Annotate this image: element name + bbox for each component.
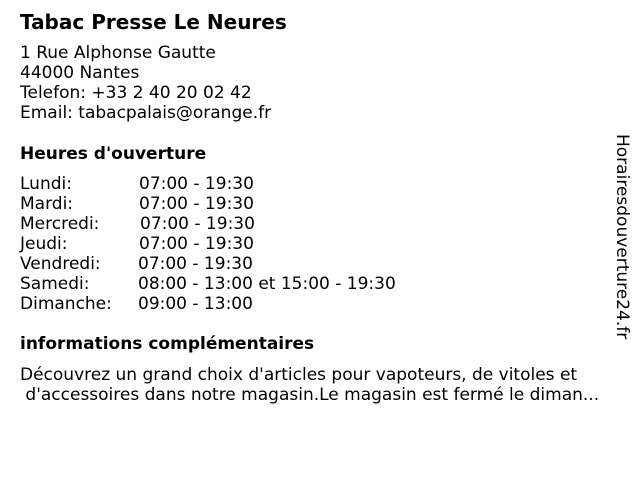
address-street: 1 Rue Alphonse Gautte [20, 43, 216, 63]
info-description [20, 365, 620, 405]
hours-row-monday [20, 174, 396, 194]
hours-heading: Heures d'ouverture [20, 144, 207, 164]
day-hours: 07:00 - 19:30 [138, 254, 253, 274]
hours-row-tuesday [20, 194, 396, 214]
hours-row-sunday [20, 294, 396, 314]
contact-block [20, 43, 271, 123]
day-hours: 07:00 - 19:30 [139, 234, 254, 254]
day-label: Jeudi: [20, 234, 68, 254]
hours-row-friday [20, 254, 396, 274]
hours-row-wednesday [20, 214, 396, 234]
business-name: Tabac Presse Le Neures [20, 10, 287, 34]
email-address: Email: tabacpalais@orange.fr [20, 103, 272, 123]
info-heading: informations complémentaires [20, 334, 315, 354]
day-label: Dimanche: [20, 294, 112, 314]
hours-row-thursday [20, 234, 396, 254]
day-hours: 09:00 - 13:00 [138, 294, 253, 314]
day-hours: 07:00 - 19:30 [139, 194, 254, 214]
opening-hours-list [20, 174, 396, 314]
day-label: Mardi: [20, 194, 74, 214]
day-hours: 08:00 - 13:00 et 15:00 - 19:30 [138, 274, 396, 294]
hours-row-saturday [20, 274, 396, 294]
day-hours: 07:00 - 19:30 [140, 214, 255, 234]
day-label: Samedi: [20, 274, 90, 294]
description-line: Découvrez un grand choix d'articles pour vapoteurs, de vitoles et [20, 365, 578, 385]
phone-number: Telefon: +33 2 40 20 02 42 [20, 83, 252, 103]
description-line: d'accessoires dans notre magasin.Le magasin est fermé le diman... [20, 385, 600, 405]
day-label: Mercredi: [20, 214, 100, 234]
address-city: 44000 Nantes [20, 63, 140, 83]
site-watermark: Horairesdouverture24.fr [612, 134, 632, 340]
day-label: Lundi: [20, 174, 72, 194]
day-label: Vendredi: [20, 254, 101, 274]
day-hours: 07:00 - 19:30 [139, 174, 254, 194]
